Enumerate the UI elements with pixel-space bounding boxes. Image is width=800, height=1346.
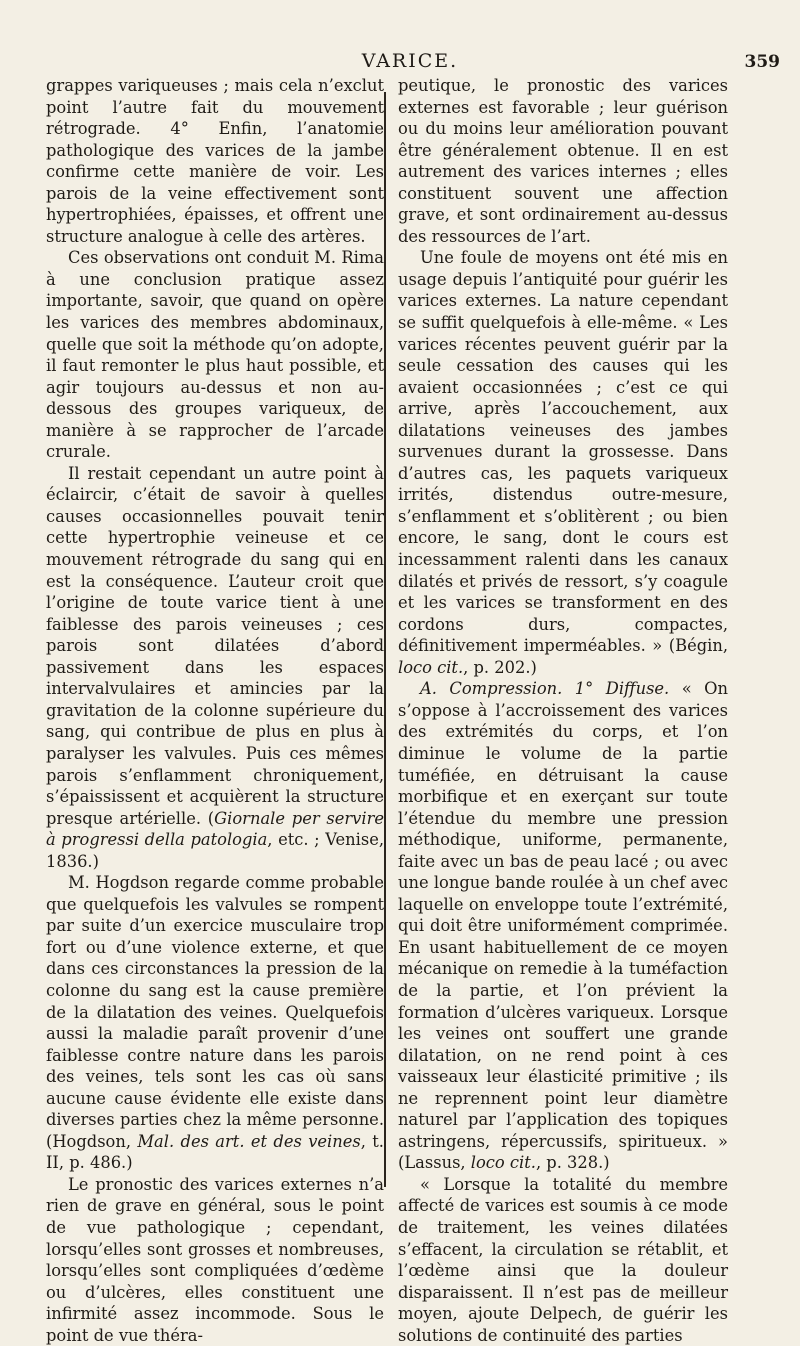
- text-run: Le pronostic des varices externes n’a rien de grave en général, sous le point de vue pathologique ; cependant, lorsqu’elles sont grosses et nombreuses, lorsqu’elles sont compliquées d’œdème ou d’ulcères, elles constituent une infirmité assez incommode. Sous le point de vue théra-: [46, 1174, 384, 1345]
- text-run: peutique, le pronostic des varices externes est favorable ; leur guérison ou du moins leur amélioration pouvant être généralement obtenue. Il en est autrement des varices internes ; elles constituent souvent une affection grave, et sont ordinairement au-dessus des ressources de l’art.: [398, 76, 728, 246]
- text-run: Une foule de moyens ont été mis en usage depuis l’antiquité pour guérir les varices externes. La nature cependant se suffit quelquefois à elle-même. « Les varices récentes peuvent guérir par la seule cessation des causes qui les avaient occasionnées ; c’est ce qui arrive, après l’accouchement, aux dilatations veineuses des jambes survenues durant la grossesse. Dans d’autres cas, les paquets variqueux irrités, distendus outre-mesure, s’enflamment et s’oblitèrent ; ou bien encore, le sang, dont le cours est incessamment ralenti dans les canaux dilatés et privés de ressort, s’y coagule et les varices se transforment en des cordons durs, compactes, définitivement imperméables. » (Bégin,: [398, 248, 728, 656]
- paragraph: [398, 678, 728, 1174]
- paragraph: [46, 872, 384, 1174]
- paragraph: [46, 75, 384, 247]
- paragraph: [46, 463, 384, 872]
- left-column: [46, 75, 384, 1346]
- page-number: 359: [744, 52, 780, 72]
- text-run: , etc. ; Venise, 1836.): [46, 830, 385, 871]
- page-header: [40, 50, 780, 78]
- right-column: [398, 75, 728, 1346]
- text-run: Ces observations ont conduit M. Rima à une conclusion pratique assez importante, savoir, que quand on opère les varices des membres abdominaux, quelle que soit la méthode qu’on adopte, il faut remonter le plus haut possible, et agir toujours au-dessus et non au-dessous des groupes variqueux, de manière à se rapprocher de l’arcade crurale.: [46, 248, 384, 462]
- text-run: , p. 328.): [535, 1153, 610, 1173]
- italic-text: Giornale per servire à progressi della patologia: [46, 808, 384, 850]
- text-run: M. Hogdson regarde comme probable que quelquefois les valvules se rompent par suite d’un exercice musculaire trop fort ou d’une violence externe, et que dans ces circonstances la pression de la colonne du sang est la cause première de la dilatation des veines. Quelquefois aussi la maladie paraît provenir d’une faiblesse contre nature dans les parois des veines, tels sont les cas où sans aucune cause évidente elle existe dans diverses parties chez la même personne. (Hogdson,: [46, 873, 384, 1151]
- text-run: grappes variqueuses ; mais cela n’exclut point l’autre fait du mouvement rétrograde. 4° Enfin, l’anatomie pathologique des varices de la jambe confirme cette manière de voir. Les parois de la veine effectivement sont hypertrophiées, épaisses, et offrent une structure analogue à celle des artères.: [46, 76, 384, 246]
- italic-text: loco cit.: [398, 657, 464, 677]
- paragraph: [398, 75, 728, 247]
- running-title: VARICE.: [361, 50, 459, 72]
- text-run: « Lorsque la totalité du membre affecté de varices est soumis à ce mode de traitement, les veines dilatées s’effacent, la circulation se rétablit, et l’œdème ainsi que la douleur disparaissent. Il n’est pas de meilleur moyen, ajoute Delpech, de guérir les solutions de continuité des parties: [398, 1174, 728, 1345]
- italic-text: A. Compression. 1° Diffuse.: [420, 679, 670, 699]
- paragraph: [46, 1174, 384, 1346]
- paragraph: [398, 1174, 728, 1346]
- paragraph: [398, 247, 728, 678]
- column-divider: [384, 92, 386, 1187]
- text-run: , t. II, p. 486.): [46, 1131, 384, 1173]
- paragraph: [46, 247, 384, 462]
- italic-text: Mal. des art. et des veines: [137, 1131, 361, 1151]
- text-run: , p. 202.): [463, 657, 537, 677]
- text-run: « On s’oppose à l’accroissement des varices des extrémités du corps, et l’on diminue le volume de la partie tuméfiée, en détruisant la cause morbifique et en exerçant sur toute l’étendue du membre une pression méthodique, uniforme, permanente, faite avec un bas de peau lacé ; ou avec une longue bande roulée à un chef avec laquelle on enveloppe toute l’extrémité, qui doit être uniformément comprimée. En usant habituellement de ce moyen mécanique on remedie à la tuméfaction de la partie, et l’on prévient la formation d’ulcères variqueux. Lorsque les veines ont souffert une grande dilatation, on ne rend point à ces vaisseaux leur élasticité primitive ; ils ne reprennent point leur diamètre naturel par l’application des topiques astringens, répercussifs, spiritueux. » (Lassus,: [398, 679, 729, 1173]
- italic-text: loco cit.: [470, 1153, 536, 1173]
- text-run: Il restait cependant un autre point à éclaircir, c’était de savoir à quelles causes occasionnelles pouvait tenir cette hypertrophie veineuse et ce mouvement rétrograde du sang qui en est la conséquence. L’auteur croit que l’origine de toute varice tient à une faiblesse des parois veineuses ; ces parois sont dilatées d’abord passivement dans les espaces intervalvulaires et amincies par la gravitation de la colonne supérieure du sang, qui contribue de plus en plus à paralyser les valvules. Puis ces mêmes parois s’enflamment chroniquement, s’épaississent et acquièrent la structure presque artérielle. (: [46, 463, 384, 828]
